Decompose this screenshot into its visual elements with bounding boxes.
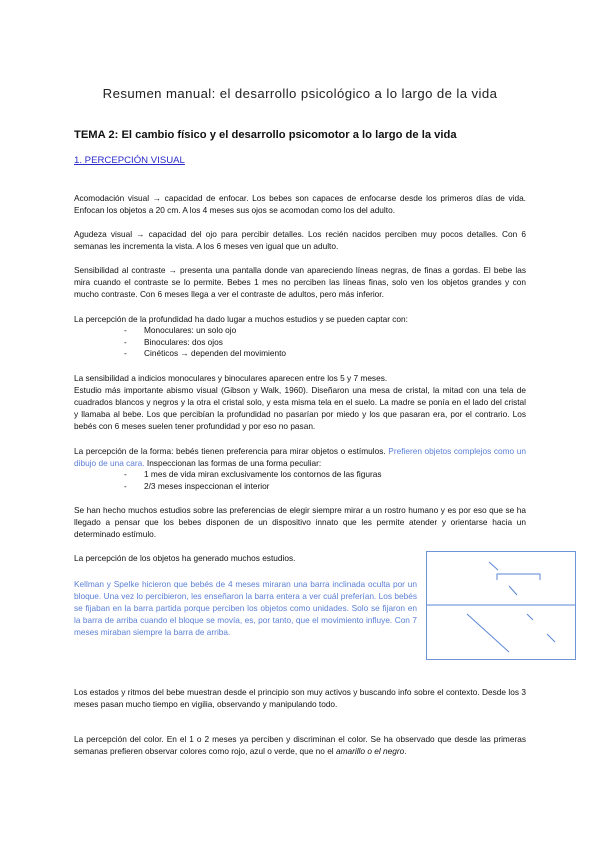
complete-bar: [467, 614, 509, 652]
paragraph-kellman-spelke: Kellman y Spelke hicieron que bebés de 4 meses miraran una barra inclinada oculta por un bloque. Una vez lo percibieron, les enseñaron la barra entera a ver cuál preferían. Los bebés se fijaban en la barra partida porque perciben los objetos como unidades. Solo se fijaron en la barra de arriba cuando el bloque se movía, es, por tanto, que el movimiento influye. Con 7 meses miraban siempre la barra de arriba.: [74, 579, 417, 637]
section-link-percepcion-visual[interactable]: 1. PERCEPCIÓN VISUAL: [74, 155, 185, 166]
forma-highlight: Prefieren objetos complejos como un dibujo de una cara.: [74, 446, 526, 468]
barra-oculta-diagram: [427, 552, 575, 659]
broken-bar-lower: [547, 634, 555, 642]
paragraph-forma: [74, 445, 526, 469]
list-item: - 2/3 meses inspeccionan el interior: [124, 481, 382, 493]
color-text: La percepción del color. En el 1 o 2 meses ya perciben y discriminan el color. Se ha observado que desde las primeras semanas prefieren observar colores como rojo, azul o verde, que no el: [74, 734, 526, 756]
forma-text: La percepción de la forma: bebés tienen preferencia para mirar objetos o estímulos.: [74, 446, 386, 456]
list-item: - 1 mes de vida miran exclusivamente los contornos de las figuras: [124, 469, 382, 481]
paragraph-acomodacion: Acomodación visual → capacidad de enfocar. Los bebes son capaces de enfocarse desde los primeros días de vida. Enfocan los objetos a 20 cm. A los 4 meses sus ojos se acomodan como los del adulto.: [74, 193, 526, 215]
bar-bottom-segment: [509, 586, 517, 595]
color-end: .: [404, 746, 407, 756]
color-emphasis: amarillo o el negro: [335, 746, 405, 756]
document-title: Resumen manual: el desarrollo psicológico a lo largo de la vida: [102, 86, 498, 101]
paragraph-estados: Los estados y ritmos del bebe muestran desde el principio son muy activos y buscando info sobre el contexto. Desde los 3 meses pasan mucho tiempo en vigilia, observando y manipulando todo.: [74, 687, 526, 709]
tema-heading: TEMA 2: El cambio físico y el desarrollo psicomotor a lo largo de la vida: [74, 129, 457, 141]
bar-top-segment: [489, 562, 498, 570]
list-item: - Cinéticos → dependen del movimiento: [124, 348, 286, 360]
paragraph-color: [74, 733, 526, 757]
paragraph-profundidad: La percepción de la profundidad ha dado lugar a muchos estudios y se pueden captar con:: [74, 314, 408, 324]
paragraph-objetos: La percepción de los objetos ha generado muchos estudios.: [74, 553, 296, 563]
list-forma: [124, 469, 382, 492]
paragraph-rostro: Se han hecho muchos estudios sobre las preferencias de elegir siempre mirar a un rostro humano y es por eso que se ha llegado a pensar que los bebes disponen de un dispositivo innato que les permite atender y orientarse hacia un determinado estímulo.: [74, 505, 526, 539]
list-item: - Monoculares: un solo ojo: [124, 325, 286, 337]
occluding-block: [497, 574, 540, 580]
list-item: - Binoculares: dos ojos: [124, 337, 286, 349]
forma-tail: Inspeccionan las formas de una forma peculiar:: [146, 458, 322, 468]
paragraph-indicios-heading: La sensibilidad a indicios monoculares y binoculares aparecen entre los 5 y 7 meses.: [74, 373, 388, 383]
broken-bar-upper: [527, 614, 533, 620]
paragraph-abismo-visual: Estudio más importante abismo visual (Gibson y Walk, 1960). Diseñaron una mesa de cristal, la mitad con una tela de cuadrados blancos y negros y la otra el cristal solo, y esta misma tela en el suelo. La madre se ponía en el lado del cristal y llamaba al bebe. Los que percibían la profundidad no pasarían por miedo y los que pasaran era, por el contrario. Los bebés con 6 meses suelen tener profundidad y por eso no pasan.: [74, 385, 526, 431]
paragraph-agudeza: Agudeza visual → capacidad del ojo para percibir detalles. Los recién nacidos perciben muy pocos detalles. Con 6 semanas les incrementa la vista. A los 6 meses ven igual que un adulto.: [74, 229, 526, 251]
paragraph-sensibilidad: Sensibilidad al contraste → presenta una pantalla donde van apareciendo líneas negras, de finas a gordas. El bebe las mira cuando el contraste se lo permite. Bebes 1 mes no perciben las líneas finas, solo ven los objetos grandes y con mucho contraste. Con 6 meses llega a ver el contraste de adultos, pero más inferior.: [74, 265, 526, 299]
barra-oculta-figure: [426, 551, 576, 660]
list-profundidad: [124, 325, 286, 360]
